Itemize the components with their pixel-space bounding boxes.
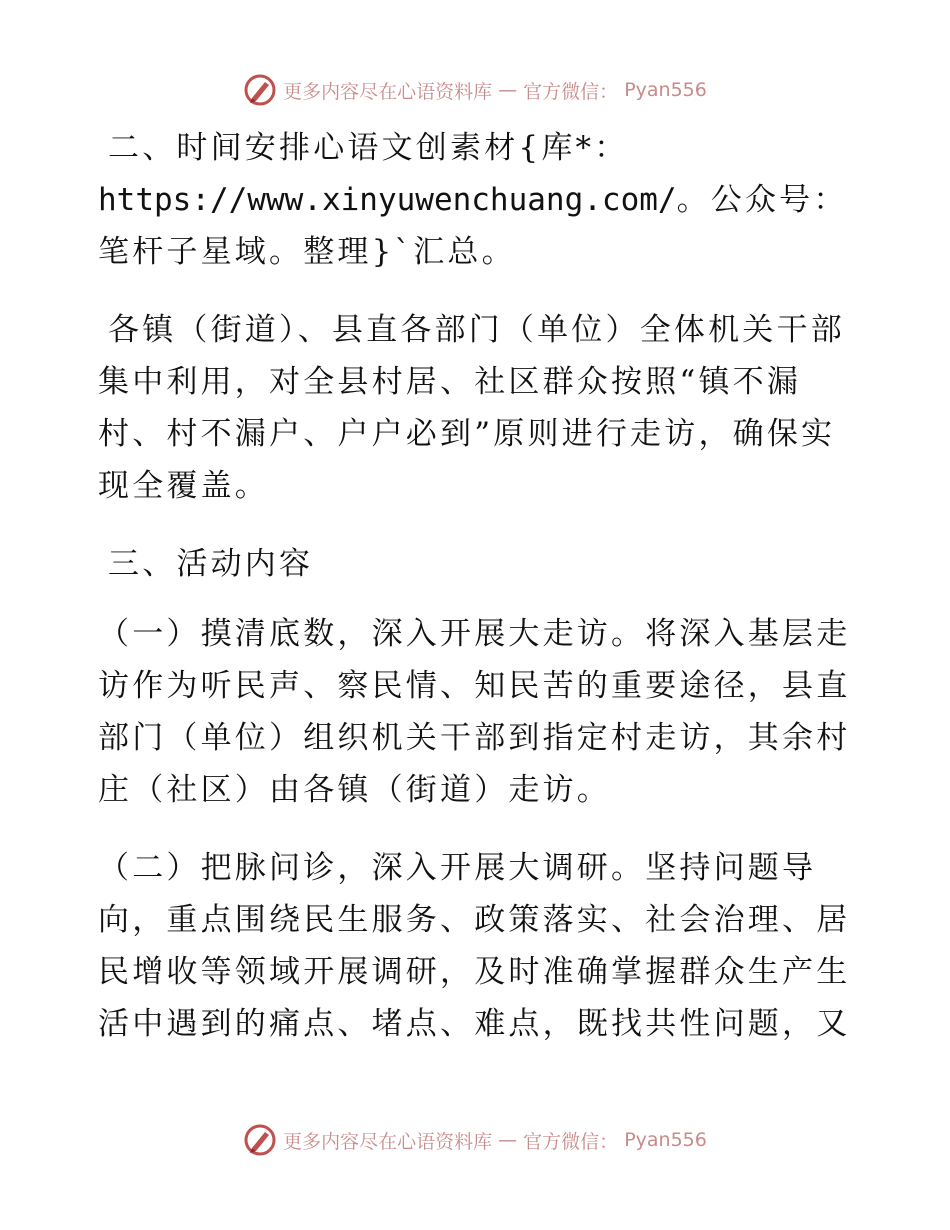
paragraph-coverage: 各镇（街道）、县直各部门（单位）全体机关干部集中利用，对全县村居、社区群众按照“镇不漏村、村不漏户、户户必到”原则进行走访，确保实现全覆盖。 (98, 312, 845, 504)
watermark-text: 更多内容尽在心语资料库 (283, 1130, 493, 1153)
watermark-separator: — (498, 79, 518, 101)
paragraph-schedule (98, 122, 858, 278)
document-body (98, 122, 858, 1076)
watermark-wechat-label: 官方微信： (523, 1130, 619, 1153)
watermark-wechat-label: 官方微信： (523, 80, 619, 103)
pen-logo-icon (243, 1123, 277, 1157)
schedule-text-start: 二、时间安排心语文创素材{库*： (108, 130, 629, 166)
watermark-wechat-id: Pyan556 (624, 79, 707, 101)
watermark-separator: — (498, 1129, 518, 1151)
source-url-link[interactable]: https://www.xinyuwenchuang.com/ (98, 182, 677, 218)
paragraph-research: （二）把脉问诊，深入开展大调研。坚持问题导向，重点围绕民生服务、政策落实、社会治理、居民增收等领域开展调研，及时准确掌握群众生产生活中遇到的痛点、堵点、难点，既找共性问题，又 (98, 850, 851, 1042)
watermark-header (0, 70, 950, 110)
watermark-wechat-id: Pyan556 (624, 1129, 707, 1151)
pen-logo-icon (243, 73, 277, 107)
watermark-footer (0, 1120, 950, 1160)
paragraph-visit: （一）摸清底数，深入开展大走访。将深入基层走访作为听民声、察民情、知民苦的重要途径，县直部门（单位）组织机关干部到指定村走访，其余村庄（社区）由各镇（街道）走访。 (98, 616, 851, 808)
section-heading-activities: 三、活动内容 (108, 546, 314, 582)
watermark-text: 更多内容尽在心语资料库 (283, 80, 493, 103)
schedule-text-end: 。公众号：笔杆子星域。整理}`汇总。 (98, 182, 848, 270)
